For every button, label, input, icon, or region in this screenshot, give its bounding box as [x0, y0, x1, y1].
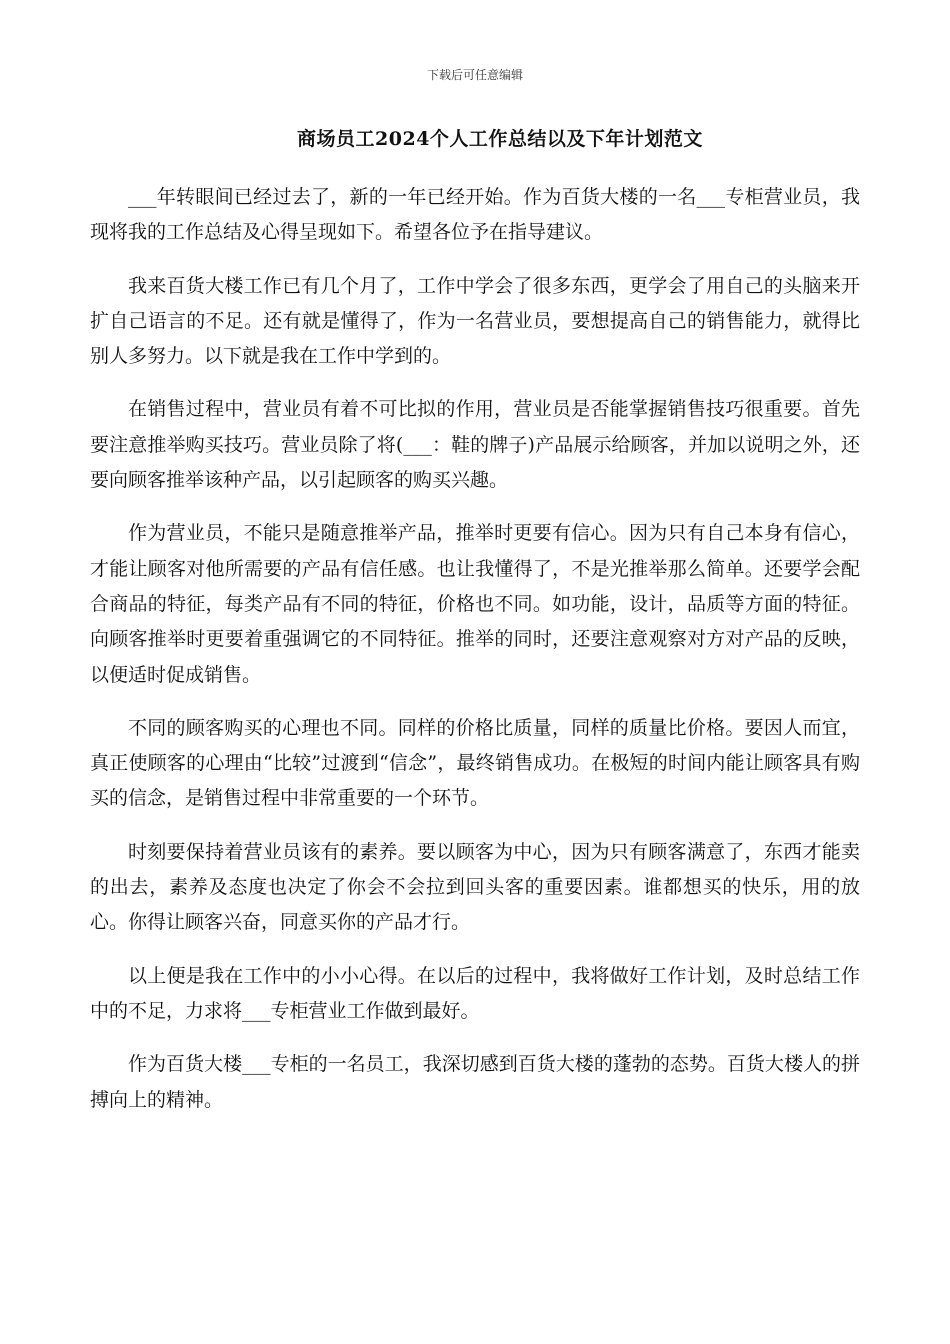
- paragraph-6: 时刻要保持着营业员该有的素养。要以顾客为中心，因为只有顾客满意了，东西才能卖的出去，素养及态度也决定了你会不会拉到回头客的重要因素。谁都想买的快乐，用的放心。你得让顾客兴奋，同意买你的产品才行。: [90, 840, 860, 934]
- paragraph-8: 作为百货大楼___专柜的一名员工，我深切感到百货大楼的蓬勃的态势。百货大楼人的拼搏向上的精神。: [90, 1053, 860, 1111]
- paragraph-1: ___年转眼间已经过去了，新的一年已经开始。作为百货大楼的一名___专柜营业员，我现将我的工作总结及心得呈现如下。希望各位予在指导建议。: [90, 186, 860, 244]
- document-body: [90, 180, 860, 1136]
- paragraph-5: 不同的顾客购买的心理也不同。同样的价格比质量，同样的质量比价格。要因人而宜，真正使顾客的心理由“比较”过渡到“信念”，最终销售成功。在极短的时间内能让顾客具有购买的信念，是销售过程中非常重要的一个环节。: [90, 716, 860, 810]
- paragraph-2: 我来百货大楼工作已有几个月了，工作中学会了很多东西，更学会了用自己的头脑来开扩自己语言的不足。还有就是懂得了，作为一名营业员，要想提高自己的销售能力，就得比别人多努力。以下就是我在工作中学到的。: [90, 274, 860, 368]
- document-title: 商场员工2024个人工作总结以及下年计划范文: [297, 128, 703, 150]
- paragraph-4: 作为营业员，不能只是随意推举产品，推举时更要有信心。因为只有自己本身有信心，才能让顾客对他所需要的产品有信任感。也让我懂得了，不是光推举那么简单。还要学会配合商品的特征，每类产品有不同的特征，价格也不同。如功能，设计，品质等方面的特征。向顾客推举时更要着重强调它的不同特征。推举的同时，还要注意观察对方对产品的反映，以便适时促成销售。: [90, 522, 860, 686]
- paragraph-7: 以上便是我在工作中的小小心得。在以后的过程中，我将做好工作计划，及时总结工作中的不足，力求将___专柜营业工作做到最好。: [90, 964, 860, 1022]
- paragraph-3: 在销售过程中，营业员有着不可比拟的作用，营业员是否能掌握销售技巧很重要。首先要注意推举购买技巧。营业员除了将(___：鞋的牌子)产品展示给顾客，并加以说明之外，还要向顾客推举该种产品，以引起顾客的购买兴趣。: [90, 398, 860, 492]
- header-note: 下载后可任意编辑: [426, 68, 523, 82]
